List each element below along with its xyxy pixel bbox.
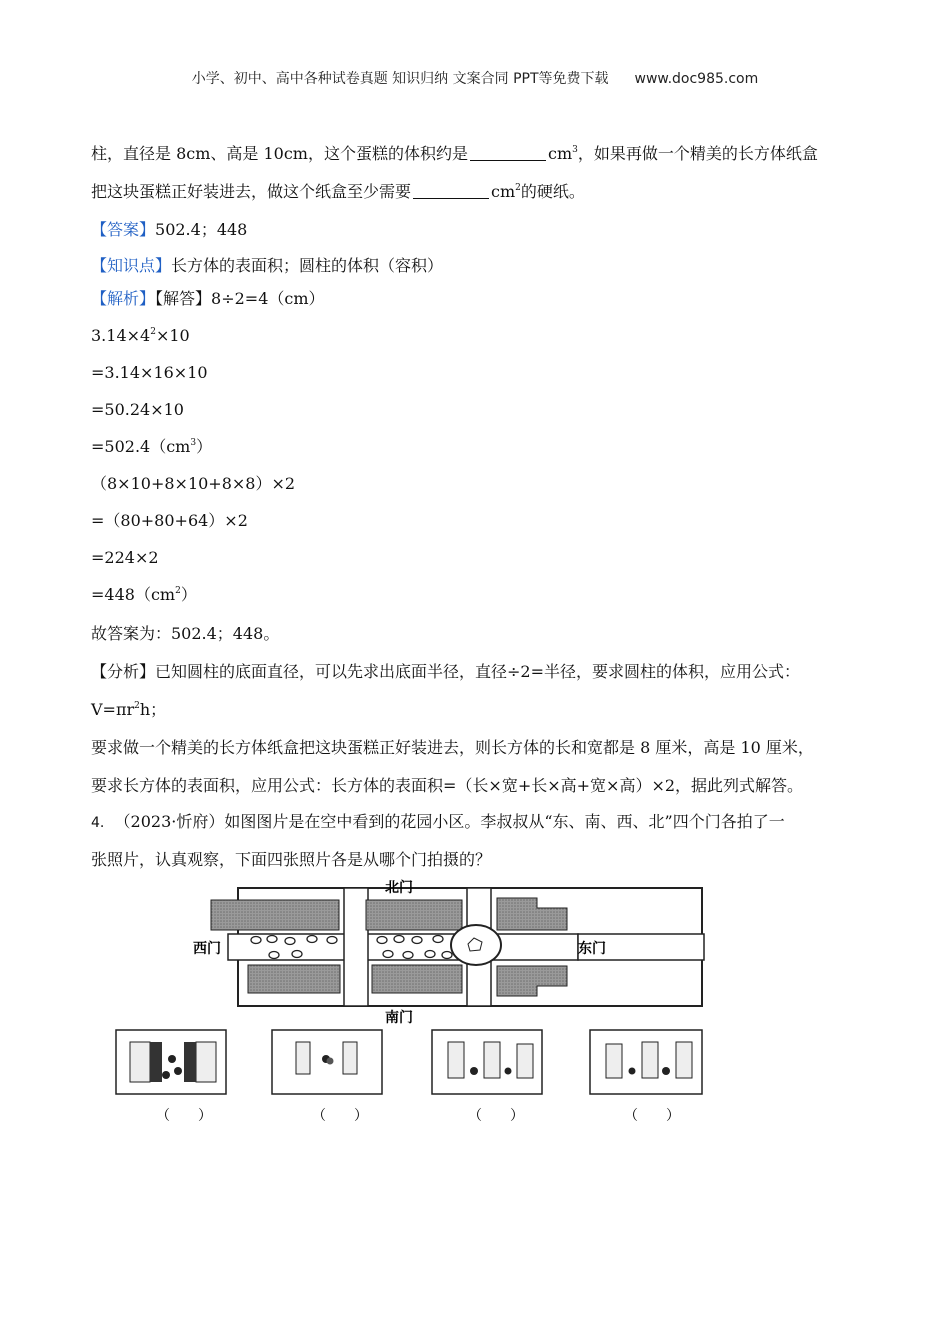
step-1: $3.14\times 4^2\times 10$ [91, 326, 190, 345]
answer-tag: 【答案】 [91, 220, 156, 239]
conclusion-line: 故答案为：502.4；448。 [91, 624, 280, 643]
north-gate-label: 北门 [385, 880, 413, 896]
fill-blank-area[interactable] [413, 182, 489, 199]
analysis-tag: 【解析】 [91, 289, 156, 308]
analysis-explain-1: 【分析】已知圆柱的底面直径，可以先求出底面半径，直径÷2=半径，要求圆柱的体积，应用公式： [91, 662, 801, 681]
analysis-explain-4: 要求长方体的表面积，应用公式：长方体的表面积=（长×宽+长×高+宽×高）×2，据此列式解答。 [91, 776, 804, 795]
garden-map-svg [112, 878, 712, 1128]
knowledge-point-line: 【知识点】长方体的表面积；圆柱的体积（容积） [91, 256, 444, 275]
step-7: =224×2 [91, 548, 159, 567]
page-header [0, 68, 950, 88]
garden-figure [112, 878, 712, 1132]
step-5: （8×10+8×10+8×8）×2 [91, 474, 296, 493]
building-block [372, 965, 462, 993]
photo-2 [272, 1030, 382, 1094]
analysis-explain-2: $V=\pi r^2h$； [91, 700, 167, 719]
step-6: =（80+80+64）×2 [91, 511, 248, 530]
answer-slot-2[interactable]: （ ） [312, 1108, 368, 1124]
answer-slot-4[interactable]: （ ） [624, 1108, 680, 1124]
building-block [366, 900, 462, 930]
q4-line-1: 4. （2023·忻府）如图图片是在空中看到的花园小区。李叔叔从“东、南、西、北”四个门各拍了一 [91, 812, 785, 831]
south-gate-label: 南门 [385, 1010, 413, 1026]
q4-line-2: 张照片，认真观察，下面四张照片各是从哪个门拍摄的？ [91, 850, 492, 869]
building-block [248, 965, 340, 993]
answer-text: 502.4；448 [155, 220, 248, 239]
q3-line-1: 柱，直径是 8cm、高是 10cm，这个蛋糕的体积约是 $cm^3$，如果再做一个精美的长方体纸盒 [91, 144, 818, 163]
photo-4 [590, 1030, 702, 1094]
fill-blank-volume[interactable] [470, 144, 546, 161]
kp-tag: 【知识点】 [91, 256, 172, 275]
analysis-line: 【解析】【解答】8÷2=4（cm） [91, 289, 325, 308]
step-3: =50.24×10 [91, 400, 184, 419]
east-gate-label: 东门 [578, 941, 606, 957]
answer-slot-1[interactable]: （ ） [156, 1108, 212, 1124]
answer-slot-3[interactable]: （ ） [468, 1108, 524, 1124]
q3-line-2: 把这块蛋糕正好装进去，做这个纸盒至少需要 $cm^2$的硬纸。 [91, 182, 585, 201]
step-8: $=448(cm^2)$ [91, 585, 197, 604]
analysis-explain-3: 要求做一个精美的长方体纸盒把这块蛋糕正好装进去，则长方体的长和宽都是 8 厘米，高是 10 厘米， [91, 738, 814, 757]
q4-number: 4. [91, 815, 105, 831]
vertical-road-1 [344, 888, 368, 1006]
step-4: $=502.4(cm^3)$ [91, 437, 213, 456]
west-gate-label: 西门 [193, 941, 221, 957]
building-block [211, 900, 339, 930]
answer-line [91, 218, 247, 242]
step-2: =3.14×16×10 [91, 363, 208, 382]
header-text: 小学、初中、高中各种试卷真题 知识归纳 文案合同 PPT等免费下载 [191, 71, 609, 87]
header-site: www.doc985.com [634, 71, 759, 87]
photo-1 [116, 1030, 226, 1094]
photo-3 [432, 1030, 542, 1094]
